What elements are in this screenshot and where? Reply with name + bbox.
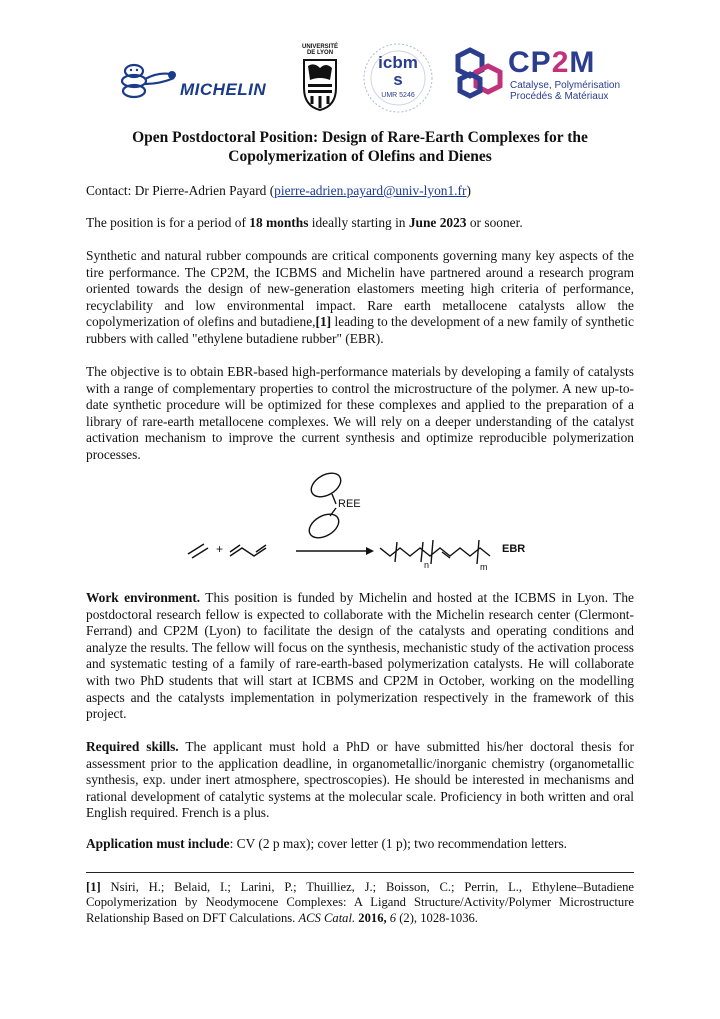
cp2m-wordmark-cp: CP	[508, 46, 552, 79]
period-text-1: The position is for a period of	[86, 215, 250, 230]
work-environment-paragraph	[86, 590, 634, 723]
icbms-umr: UMR 5246	[381, 92, 415, 99]
universite-de-lyon-logo	[300, 44, 340, 112]
contact-line	[86, 183, 634, 200]
intro-text-1: Synthetic and natural rubber compounds are critical components governing many key aspects of the tire performance. The CP2M, the ICBMS and Michelin have partnered around a research program oriented towards the design of new-generation elastomers meeting high criteria of performance, recyclability and low environmental impact. Rare earth metallocene catalysts allow the copolymerization of olefins and butadiene,	[86, 248, 634, 330]
objective-paragraph: The objective is to obtain EBR-based high-performance materials by developing a family of catalysts with a range of complementary properties to control the microstructure of the polymer. A new up-to-date synthetic procedure will be optimized for these complexes and applied to the preparation of a library of rare-earth metallocene complexes. We will rely on a deeper understanding of the catalyst activation mechanism to improve the current synthesis and optimize reproducible polymerization processes.	[86, 364, 634, 462]
application-heading: Application must include	[86, 836, 230, 851]
intro-text-2: leading to the development of a new family of synthetic rubbers with called "ethylene butadiene rubber" (EBR).	[86, 314, 634, 346]
reference-text-2: (2), 1028-1036.	[396, 910, 478, 925]
scheme-n: n	[424, 560, 430, 570]
scheme-catalyst-label: REE	[338, 498, 361, 510]
scheme-plus: +	[216, 542, 224, 556]
michelin-wordmark: MICHELIN	[180, 80, 267, 99]
period-text-2: ideally starting in	[308, 215, 409, 230]
cp2m-subtitle-line2: Procédés & Matériaux	[510, 91, 609, 102]
page-title: Open Postdoctoral Position: Design of Rare-Earth Complexes for the Copolymerization of Olefins and Dienes	[132, 129, 588, 165]
work-environment-text: This position is funded by Michelin and hosted at the ICBMS in Lyon. The postdoctoral research fellow is expected to collaborate with the Michelin research center (Clermont-Ferrand) and CP2M (Lyon) to facilitate the design of the catalysts and operating conditions and analyze the results. The fellow will focus on the synthesis, mechanistic study of the activation process and systematic testing of a family of rare-earth-based polymerization catalysts. He will collaborate with two PhD students that will start at ICBMS and CP2M in October, working on the modelling aspects and the catalysts implementation in polymerization respectively in the framework of this project.	[86, 590, 635, 722]
period-paragraph	[86, 215, 634, 232]
michelin-logo	[118, 62, 288, 102]
icbms-wordmark: icbms	[378, 53, 418, 89]
reference-journal: ACS Catal.	[298, 910, 356, 925]
reference-text-1: Nsiri, H.; Belaid, I.; Larini, P.; Thuilliez, J.; Boisson, C.; Perrin, L., Ethylene–Butadiene Copolymerization by Neodymocene Complexes: A Ligand Structure/Activity/Polymer Microstructure Relationship Based on DFT Calculations.	[86, 880, 634, 925]
application-text: : CV (2 p max); cover letter (1 p); two recommendation letters.	[229, 836, 568, 851]
lyon-line2: DE LYON	[306, 50, 334, 56]
cp2m-wordmark	[508, 46, 595, 80]
cp2m-hexagon-icon	[450, 44, 508, 102]
intro-paragraph	[86, 248, 634, 348]
lyon-line1: UNIVERSITÉ	[301, 44, 338, 50]
icbms-logo	[360, 40, 436, 116]
application-paragraph	[86, 836, 634, 853]
reference-year: 2016,	[358, 910, 387, 925]
period-duration: 18 months	[249, 215, 309, 230]
footnote-divider	[86, 872, 634, 873]
required-skills-heading: Required skills.	[86, 739, 179, 754]
period-text-3: or sooner.	[466, 215, 523, 230]
scheme-m: m	[480, 562, 488, 572]
required-skills-text: The applicant must hold a PhD or have submitted his/her doctoral thesis for assessment prior to the application deadline, in organometallic/inorganic chemistry (organometallic synthesis, exp. under inert atmosphere, spectroscopies). He should be interested in mechanisms and rational development of catalytic systems at the molecular scale. Proficiency in both written and oral English required. French is a plus.	[86, 739, 634, 821]
contact-close: )	[466, 183, 471, 198]
cp2m-subtitle	[510, 80, 622, 102]
period-start: June 2023	[408, 215, 467, 230]
work-environment-heading: Work environment.	[86, 590, 201, 605]
reaction-scheme	[180, 468, 560, 580]
scheme-product-label: EBR	[502, 543, 526, 555]
reference-volume: 6	[389, 910, 397, 925]
cp2m-subtitle-line1: Catalyse, Polymérisation	[510, 80, 621, 91]
lion-shield-icon	[300, 58, 340, 112]
cp2m-wordmark-m: M	[569, 46, 596, 79]
contact-email-link[interactable]: pierre-adrien.payard@univ-lyon1.fr	[274, 183, 467, 198]
michelin-man-icon	[118, 62, 180, 102]
reference-number: [1]	[86, 880, 101, 894]
intro-reference: [1]	[315, 314, 332, 330]
cp2m-wordmark-2: 2	[551, 46, 570, 79]
logo-bar	[0, 0, 720, 120]
cp2m-logo	[450, 44, 620, 104]
footnote-reference	[86, 880, 634, 926]
contact-label: Contact: Dr Pierre-Adrien Payard (	[86, 183, 275, 198]
reaction-scheme-drawing	[180, 468, 560, 580]
required-skills-paragraph	[86, 739, 634, 822]
